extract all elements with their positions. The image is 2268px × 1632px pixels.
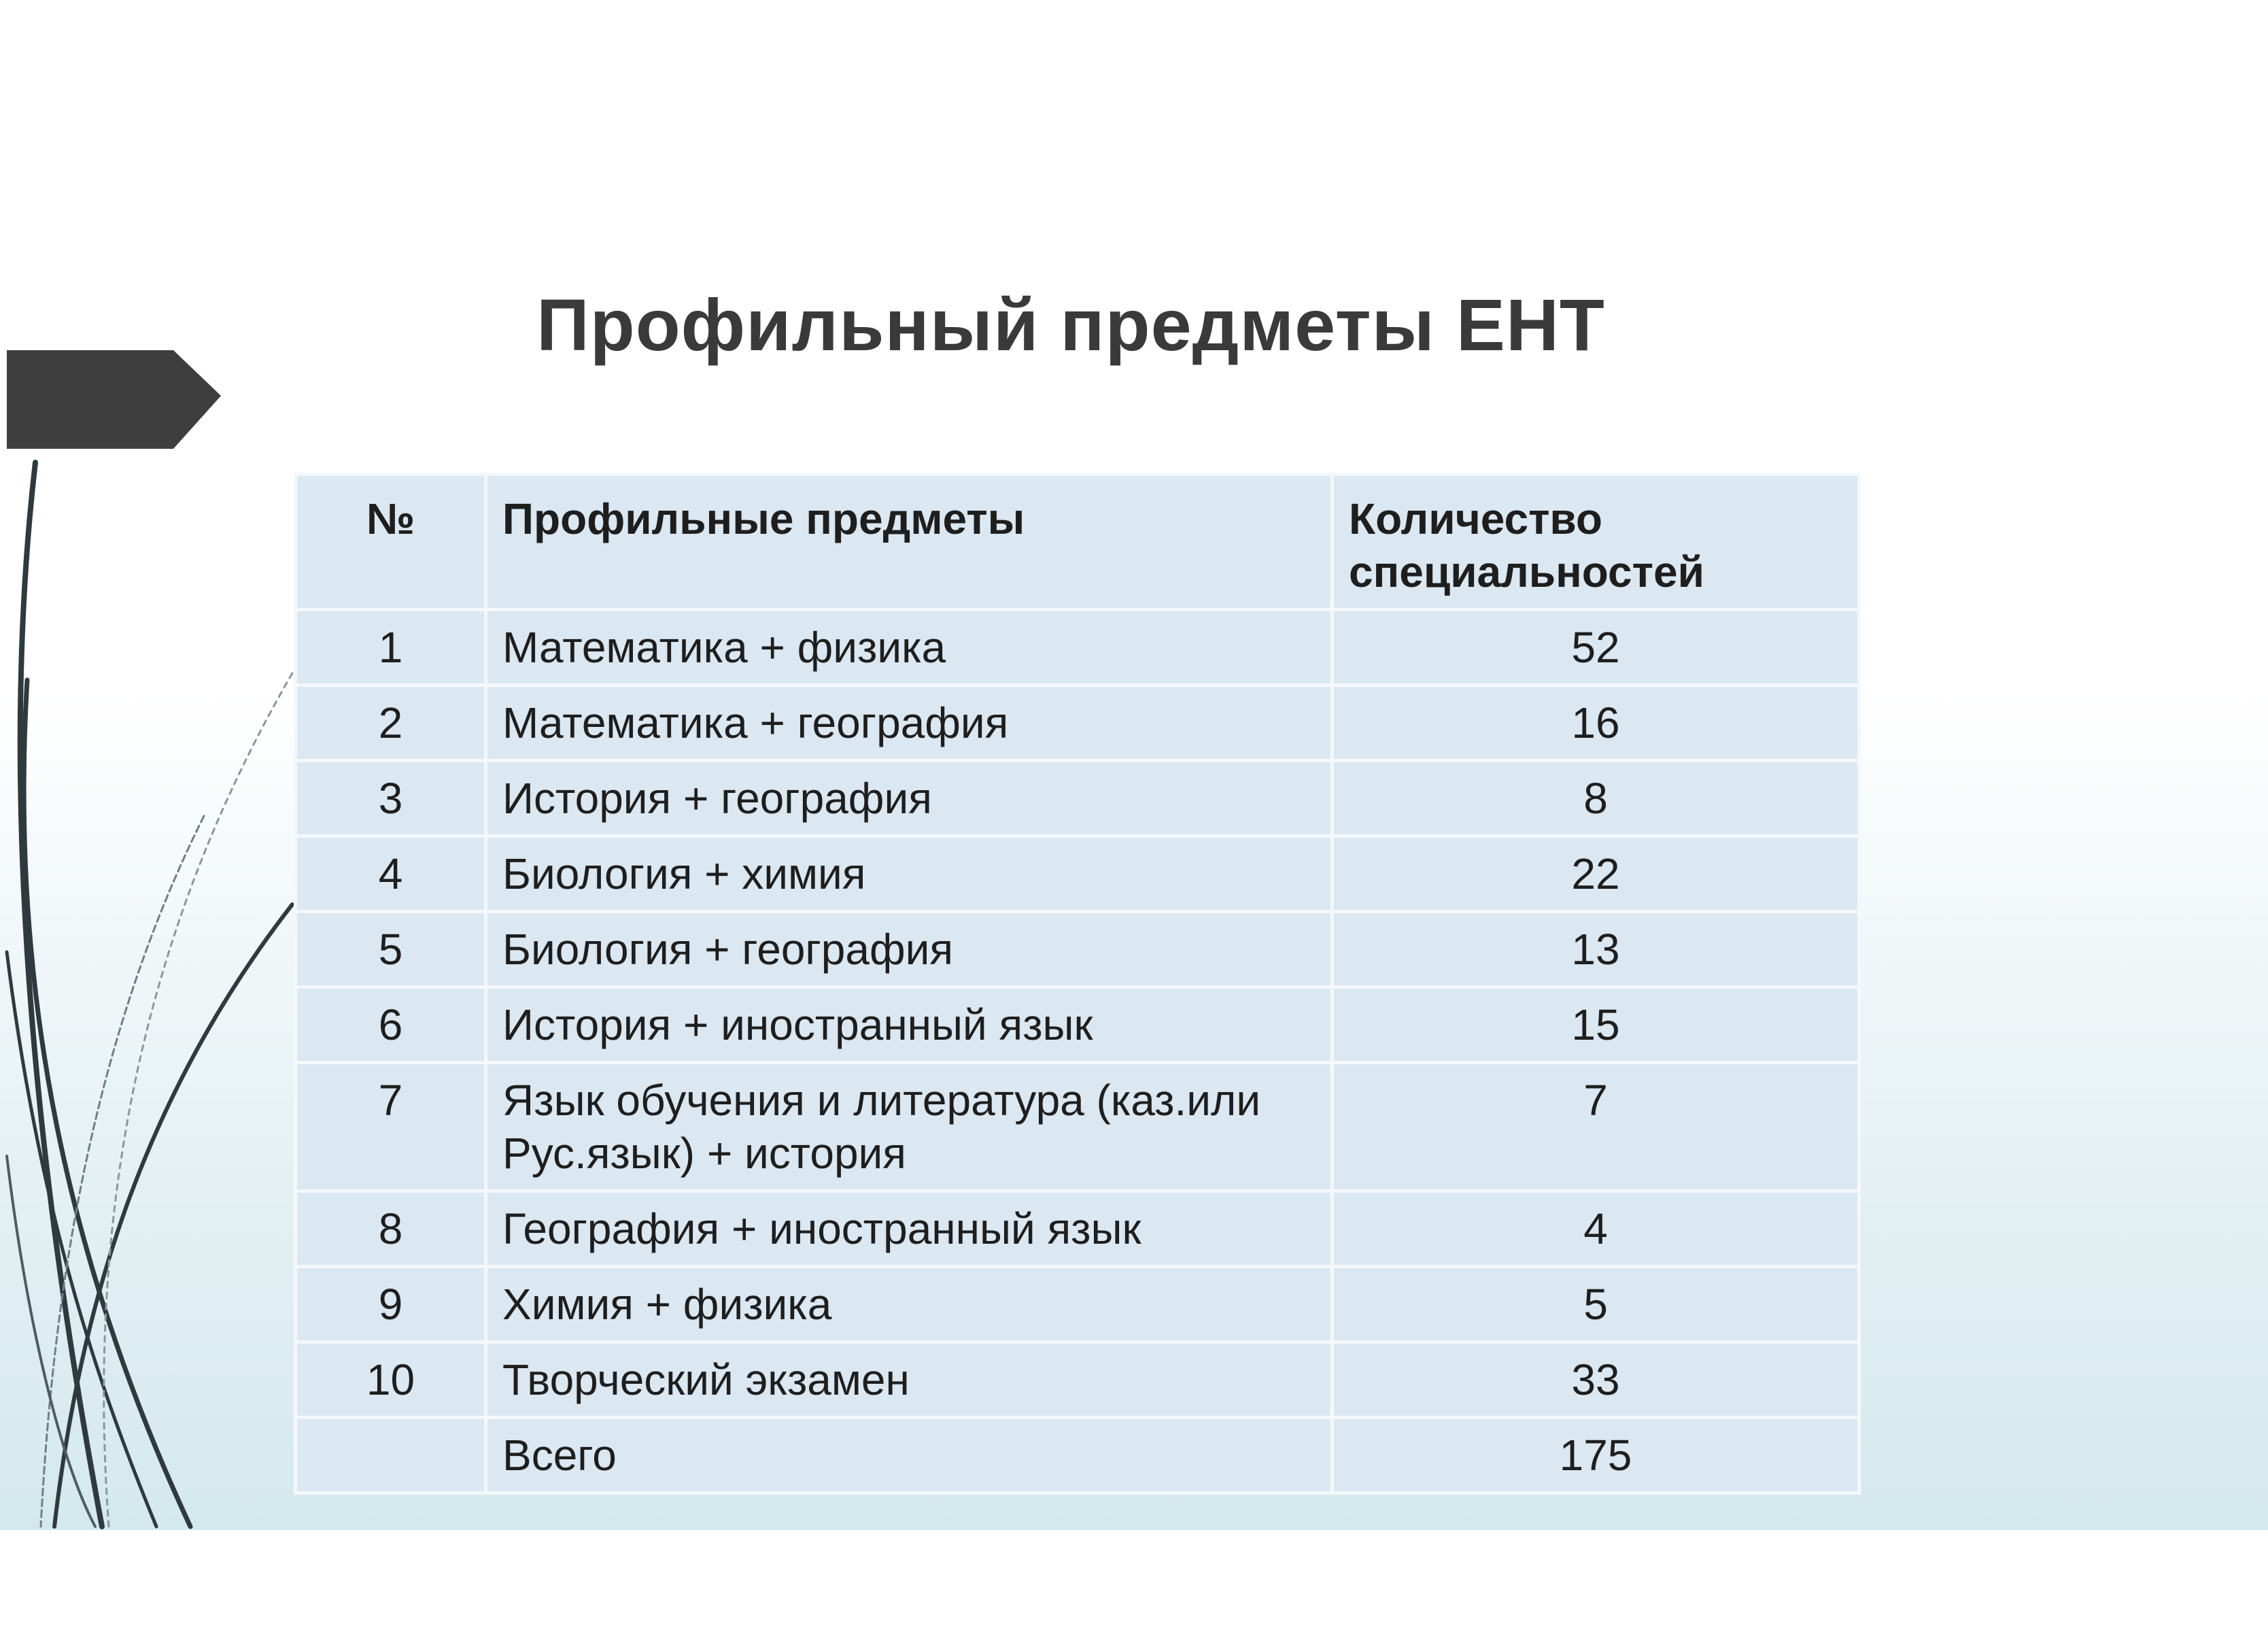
row-subjects: Математика + география — [486, 685, 1333, 761]
row-num: 3 — [296, 761, 486, 836]
total-count: 175 — [1333, 1418, 1859, 1493]
table-row — [296, 1063, 1859, 1191]
total-label: Всего — [486, 1418, 1333, 1493]
row-num: 1 — [296, 610, 486, 685]
row-num: 10 — [296, 1342, 486, 1418]
table-header-row — [296, 475, 1859, 610]
table-row — [296, 987, 1859, 1063]
total-num — [296, 1418, 486, 1493]
table-row — [296, 836, 1859, 912]
row-num: 6 — [296, 987, 486, 1063]
ent-subjects-table — [294, 473, 1861, 1495]
row-subjects: География + иностранный язык — [486, 1191, 1333, 1267]
curve-3 — [54, 904, 292, 1527]
row-count: 13 — [1333, 912, 1859, 987]
row-subjects: Математика + физика — [486, 610, 1333, 685]
curve-1 — [20, 462, 102, 1527]
table-row — [296, 610, 1859, 685]
row-count: 8 — [1333, 761, 1859, 836]
row-num: 7 — [296, 1063, 486, 1191]
table-row — [296, 1267, 1859, 1342]
curve-6 — [104, 673, 292, 1527]
header-num: № — [296, 475, 486, 610]
row-subjects: Творческий экзамен — [486, 1342, 1333, 1418]
page-title: Профильный предметы ЕНТ — [536, 284, 1605, 366]
row-subjects — [486, 1063, 1333, 1191]
row-num: 5 — [296, 912, 486, 987]
row-count: 7 — [1333, 1063, 1859, 1191]
row-count: 15 — [1333, 987, 1859, 1063]
row-subjects: История + иностранный язык — [486, 987, 1333, 1063]
header-subjects: Профильные предметы — [486, 475, 1333, 610]
row-num: 4 — [296, 836, 486, 912]
header-count-line2: специальностей — [1349, 547, 1704, 596]
table-row — [296, 912, 1859, 987]
row-subjects: Биология + химия — [486, 836, 1333, 912]
table-row — [296, 1191, 1859, 1267]
table-total-row — [296, 1418, 1859, 1493]
row-count: 4 — [1333, 1191, 1859, 1267]
table-row — [296, 761, 1859, 836]
table-row — [296, 685, 1859, 761]
row-subjects: История + география — [486, 761, 1333, 836]
table-row — [296, 1342, 1859, 1418]
row-count: 5 — [1333, 1267, 1859, 1342]
row-num: 2 — [296, 685, 486, 761]
row-count: 22 — [1333, 836, 1859, 912]
header-count-line1: Количество — [1349, 494, 1602, 543]
header-count — [1333, 475, 1859, 610]
row-num: 9 — [296, 1267, 486, 1342]
row-count: 16 — [1333, 685, 1859, 761]
row-count: 52 — [1333, 610, 1859, 685]
row-subjects-line2: Рус.язык) + история — [502, 1129, 906, 1178]
row-count: 33 — [1333, 1342, 1859, 1418]
row-num: 8 — [296, 1191, 486, 1267]
row-subjects: Биология + география — [486, 912, 1333, 987]
row-subjects: Химия + физика — [486, 1267, 1333, 1342]
row-subjects-line1: Язык обучения и литература (каз.или — [502, 1076, 1261, 1125]
